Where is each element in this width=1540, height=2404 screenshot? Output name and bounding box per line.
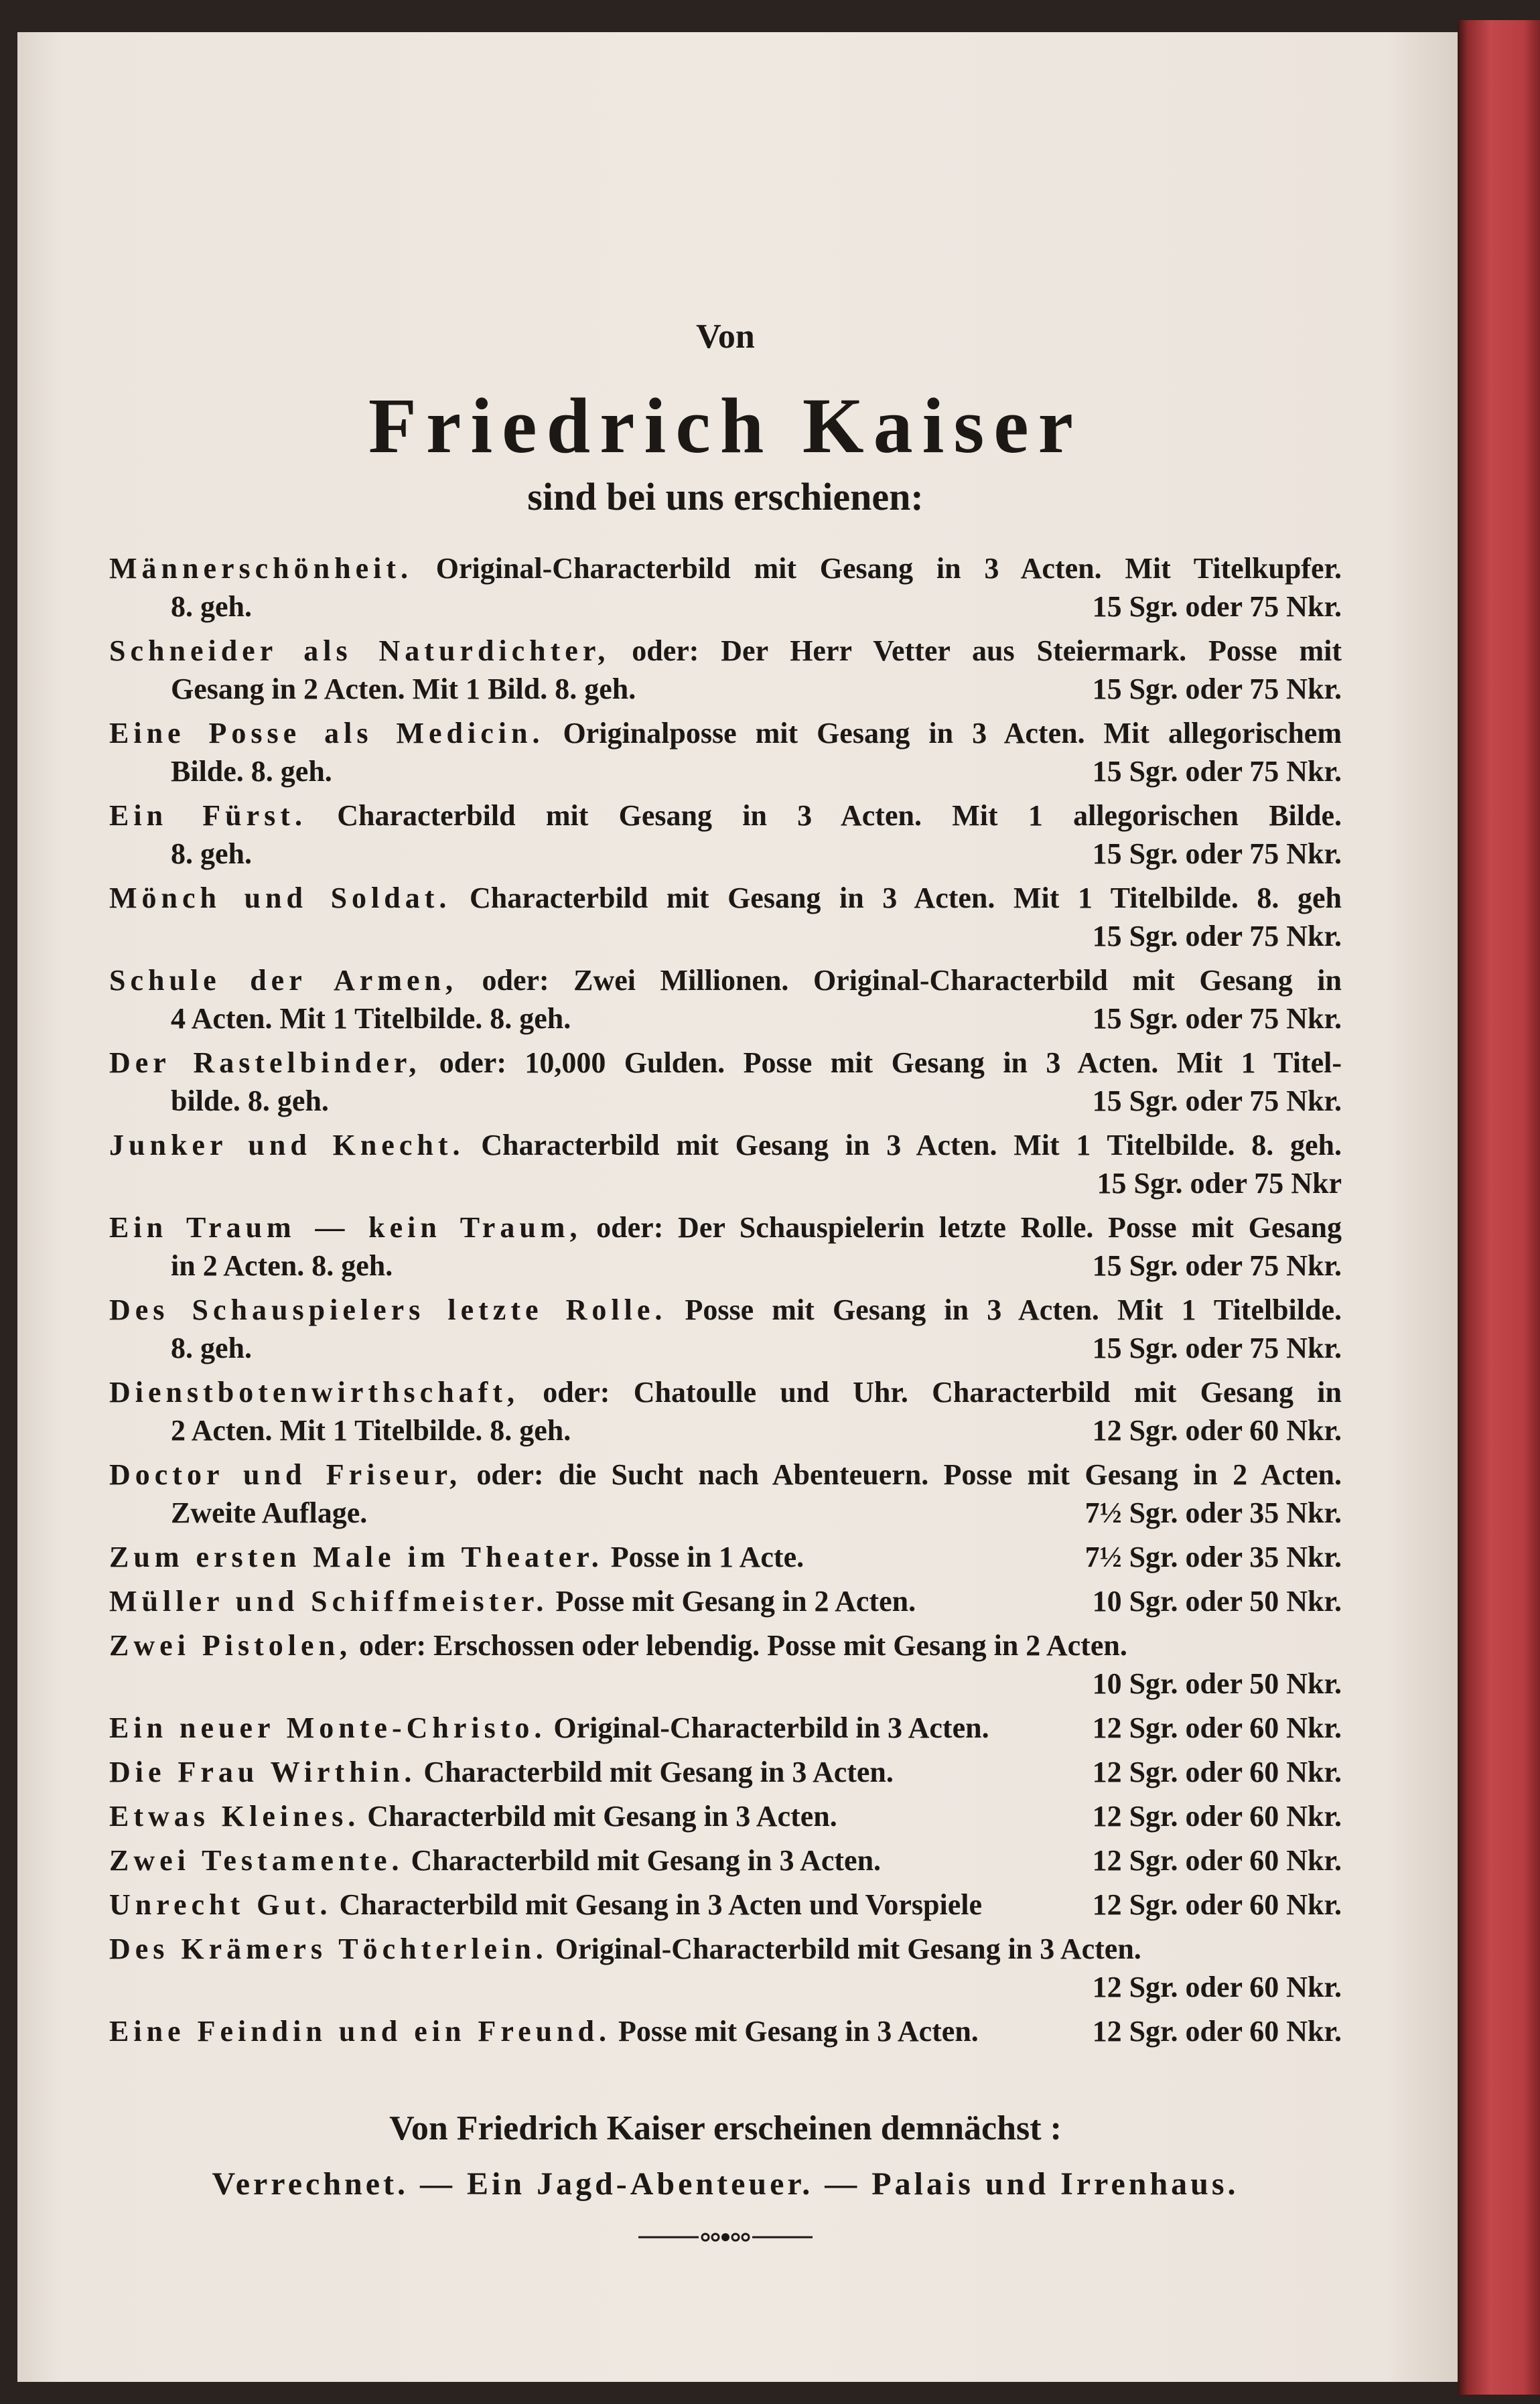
entry-title: Zum ersten Male im Theater.: [109, 1541, 604, 1573]
entry-first-line: [109, 796, 1342, 835]
entry-second-line: [109, 752, 1342, 790]
entry-title: Schule der Armen,: [109, 964, 458, 997]
entry-text: [109, 1046, 1342, 1079]
entry-price: 12 Sgr. oder 60 Nkr.: [1092, 1844, 1342, 1877]
entry-title: Zwei Pistolen,: [109, 1629, 352, 1662]
entry-text: [109, 1538, 804, 1576]
ornament-divider: [638, 2231, 813, 2244]
entry-description: Characterbild mit Gesang in 3 Acten.: [360, 1800, 837, 1833]
entry-continuation: 8. geh.: [171, 1332, 252, 1364]
entry-first-line: [109, 1582, 1342, 1620]
entry-description: Originalposse mit Gesang in 3 Acten. Mit allegorischem: [544, 717, 1342, 750]
entry-price: 15 Sgr. oder 75 Nkr.: [1092, 837, 1342, 870]
entry-continuation: in 2 Acten. 8. geh.: [171, 1249, 393, 1282]
entry-price: 15 Sgr. oder 75 Nkr.: [1092, 1002, 1342, 1035]
entry-first-line: [109, 714, 1342, 752]
entry-price: 12 Sgr. oder 60 Nkr.: [1092, 1971, 1342, 2003]
entry-text: [109, 717, 1342, 750]
entry-second-line: [109, 670, 1342, 708]
entry-text: [109, 1458, 1342, 1491]
list-item: [109, 1126, 1342, 1202]
entry-description: oder: Zwei Millionen. Original-Characterbild mit Gesang in: [457, 964, 1342, 997]
entry-description: Characterbild mit Gesang in 3 Acten. Mit 1 allegorischen Bilde.: [306, 799, 1342, 832]
list-item: [109, 1582, 1342, 1620]
page-edge-red: [1458, 20, 1540, 2395]
entry-title: Des Schauspielers letzte Rolle.: [109, 1293, 667, 1326]
list-item: [109, 2012, 1342, 2050]
entry-first-line: [109, 1709, 1342, 1747]
entry-title: Der Rastelbinder,: [109, 1046, 421, 1079]
entry-continuation: Zweite Auflage.: [171, 1496, 368, 1529]
entry-first-line: [109, 961, 1342, 999]
list-item: [109, 1373, 1342, 1450]
entry-second-line: [109, 587, 1342, 626]
heading-von: Von: [696, 317, 755, 356]
entry-description: oder: Chatoulle und Uhr. Characterbild mit Gesang in: [518, 1376, 1342, 1409]
entry-first-line: [109, 1841, 1342, 1880]
entry-second-line: [109, 1411, 1342, 1450]
list-item: [109, 549, 1342, 626]
entry-first-line: [109, 1373, 1342, 1411]
entry-title: Die Frau Wirthin.: [109, 1756, 417, 1788]
entry-title: Ein Traum — kein Traum,: [109, 1211, 582, 1244]
entry-price: 15 Sgr. oder 75 Nkr.: [1092, 920, 1342, 952]
entry-title: Doctor und Friseur,: [109, 1458, 462, 1491]
entry-first-line: [109, 1456, 1342, 1494]
entry-description: Posse mit Gesang in 2 Acten.: [548, 1585, 916, 1618]
entry-second-line: [109, 917, 1342, 955]
entry-description: oder: 10,000 Gulden. Posse mit Gesang in 3 Acten. Mit 1 Titel-: [421, 1046, 1342, 1079]
entry-title: Männerschönheit.: [109, 552, 413, 585]
entry-title: Des Krämers Töchterlein.: [109, 1932, 548, 1965]
entry-price: 12 Sgr. oder 60 Nkr.: [1092, 1800, 1342, 1833]
entry-price: 15 Sgr. oder 75 Nkr.: [1092, 1332, 1342, 1364]
entry-text: [109, 1841, 881, 1880]
entry-price: 12 Sgr. oder 60 Nkr.: [1092, 1414, 1342, 1447]
entry-continuation: bilde. 8. geh.: [171, 1084, 329, 1117]
list-item: [109, 1753, 1342, 1791]
list-item: [109, 1291, 1342, 1367]
entry-continuation: 8. geh.: [171, 590, 252, 623]
entry-text: [109, 1797, 837, 1835]
entry-text: [109, 552, 1342, 585]
entry-title: Eine Feindin und ein Freund.: [109, 2015, 612, 2048]
entry-text: [109, 964, 1342, 997]
entry-second-line: [109, 1247, 1342, 1285]
entry-text: [109, 1709, 989, 1747]
entry-description: Original-Characterbild mit Gesang in 3 Acten.: [547, 1932, 1141, 1965]
entry-description: Posse mit Gesang in 3 Acten.: [611, 2015, 979, 2048]
list-item: [109, 796, 1342, 873]
entry-description: oder: Der Herr Vetter aus Steiermark. Posse mit: [610, 634, 1342, 667]
subtitle: sind bei uns erschienen:: [527, 475, 924, 518]
list-item: [109, 1886, 1342, 1924]
entry-description: Characterbild mit Gesang in 3 Acten.: [416, 1756, 894, 1788]
list-item: [109, 961, 1342, 1038]
entry-description: Characterbild mit Gesang in 3 Acten und Vorspiele: [332, 1888, 983, 1921]
entry-first-line: [109, 1930, 1342, 1968]
entry-title: Junker und Knecht.: [109, 1129, 465, 1161]
entry-first-line: [109, 1538, 1342, 1576]
entry-text: [109, 1629, 1127, 1662]
author-title: Friedrich Kaiser: [368, 382, 1083, 470]
list-item: [109, 1538, 1342, 1576]
entry-price: 10 Sgr. oder 50 Nkr.: [1092, 1585, 1342, 1618]
entry-first-line: [109, 1626, 1342, 1665]
forthcoming-heading: Von Friedrich Kaiser erscheinen demnächst :: [389, 2109, 1062, 2147]
entry-title: Zwei Testamente.: [109, 1844, 404, 1877]
entry-title: Ein neuer Monte-Christo.: [109, 1711, 547, 1744]
entry-description: oder: Der Schauspielerin letzte Rolle. Posse mit Gesang: [581, 1211, 1342, 1244]
entry-first-line: [109, 1044, 1342, 1082]
entry-second-line: [109, 1665, 1342, 1703]
entry-price: 15 Sgr. oder 75 Nkr.: [1092, 1249, 1342, 1282]
entry-first-line: [109, 1126, 1342, 1164]
entry-second-line: [109, 835, 1342, 873]
entry-description: Original-Characterbild in 3 Acten.: [546, 1711, 989, 1744]
entry-title: Mönch und Soldat.: [109, 881, 451, 914]
entry-description: Characterbild mit Gesang in 3 Acten.: [403, 1844, 882, 1877]
list-item: [109, 1208, 1342, 1285]
entry-first-line: [109, 1753, 1342, 1791]
list-item: [109, 1456, 1342, 1532]
entry-description: oder: Erschossen oder lebendig. Posse mit Gesang in 2 Acten.: [351, 1629, 1127, 1662]
entry-text: [109, 1582, 916, 1620]
entry-second-line: [109, 999, 1342, 1038]
list-item: [109, 632, 1342, 708]
list-item: [109, 1930, 1342, 2006]
entry-description: Characterbild mit Gesang in 3 Acten. Mit 1 Titelbilde. 8. geh: [451, 881, 1342, 914]
list-item: [109, 1709, 1342, 1747]
entry-text: [109, 1211, 1342, 1244]
entry-description: Posse in 1 Acte.: [603, 1541, 804, 1573]
entry-price: 12 Sgr. oder 60 Nkr.: [1092, 1711, 1342, 1744]
entry-continuation: 8. geh.: [171, 837, 252, 870]
entry-text: [109, 799, 1342, 832]
entry-first-line: [109, 1208, 1342, 1247]
entry-price: 15 Sgr. oder 75 Nkr.: [1092, 590, 1342, 623]
publication-list: [109, 549, 1342, 2056]
entry-price: 15 Sgr. oder 75 Nkr.: [1092, 1084, 1342, 1117]
entry-price: 15 Sgr. oder 75 Nkr: [1097, 1167, 1342, 1200]
entry-text: [109, 1376, 1342, 1409]
entry-price: 15 Sgr. oder 75 Nkr.: [1092, 755, 1342, 788]
list-item: [109, 1044, 1342, 1120]
entry-text: [109, 1753, 894, 1791]
list-item: [109, 714, 1342, 790]
entry-continuation: 4 Acten. Mit 1 Titelbilde. 8. geh.: [171, 1002, 571, 1035]
entry-second-line: [109, 1329, 1342, 1367]
entry-second-line: [109, 1082, 1342, 1120]
entry-title: Dienstbotenwirthschaft,: [109, 1376, 519, 1409]
entry-title: Unrecht Gut.: [109, 1888, 332, 1921]
forthcoming-titles: Verrechnet. — Ein Jagd-Abenteuer. — Palais und Irrenhaus.: [212, 2166, 1239, 2202]
entry-text: [109, 1886, 982, 1924]
entry-first-line: [109, 1886, 1342, 1924]
entry-description: Posse mit Gesang in 3 Acten. Mit 1 Titelbilde.: [667, 1293, 1342, 1326]
entry-price: 12 Sgr. oder 60 Nkr.: [1092, 1756, 1342, 1788]
entry-text: [109, 1293, 1342, 1326]
entry-second-line: [109, 1164, 1342, 1202]
entry-text: [109, 2012, 979, 2050]
entry-first-line: [109, 879, 1342, 917]
entry-description: oder: die Sucht nach Abenteuern. Posse mit Gesang in 2 Acten.: [462, 1458, 1342, 1491]
list-item: [109, 879, 1342, 955]
entry-price: 15 Sgr. oder 75 Nkr.: [1092, 673, 1342, 705]
entry-description: Characterbild mit Gesang in 3 Acten. Mit 1 Titelbilde. 8. geh.: [464, 1129, 1342, 1161]
entry-second-line: [109, 1968, 1342, 2006]
list-item: [109, 1841, 1342, 1880]
entry-text: [109, 634, 1342, 667]
entry-title: Schneider als Naturdichter,: [109, 634, 610, 667]
entry-description: Original-Characterbild mit Gesang in 3 Acten. Mit Titelkupfer.: [413, 552, 1342, 585]
entry-first-line: [109, 1291, 1342, 1329]
entry-price: 12 Sgr. oder 60 Nkr.: [1092, 2015, 1342, 2048]
entry-text: [109, 881, 1342, 914]
entry-continuation: Bilde. 8. geh.: [171, 755, 332, 788]
entry-title: Etwas Kleines.: [109, 1800, 360, 1833]
entry-title: Ein Fürst.: [109, 799, 307, 832]
entry-price: 10 Sgr. oder 50 Nkr.: [1092, 1667, 1342, 1700]
entry-price: 7½ Sgr. oder 35 Nkr.: [1084, 1496, 1342, 1529]
list-item: [109, 1626, 1342, 1703]
entry-continuation: Gesang in 2 Acten. Mit 1 Bild. 8. geh.: [171, 673, 636, 705]
entry-first-line: [109, 2012, 1342, 2050]
entry-second-line: [109, 1494, 1342, 1532]
entry-text: [109, 1129, 1342, 1161]
entry-continuation: 2 Acten. Mit 1 Titelbilde. 8. geh.: [171, 1414, 571, 1447]
entry-first-line: [109, 632, 1342, 670]
entry-price: 12 Sgr. oder 60 Nkr.: [1092, 1888, 1342, 1921]
entry-title: Müller und Schiffmeister.: [109, 1585, 549, 1618]
entry-text: [109, 1932, 1141, 1965]
entry-price: 7½ Sgr. oder 35 Nkr.: [1084, 1541, 1342, 1573]
list-item: [109, 1797, 1342, 1835]
book-page: [17, 32, 1458, 2382]
entry-first-line: [109, 549, 1342, 587]
entry-title: Eine Posse als Medicin.: [109, 717, 545, 750]
entry-first-line: [109, 1797, 1342, 1835]
